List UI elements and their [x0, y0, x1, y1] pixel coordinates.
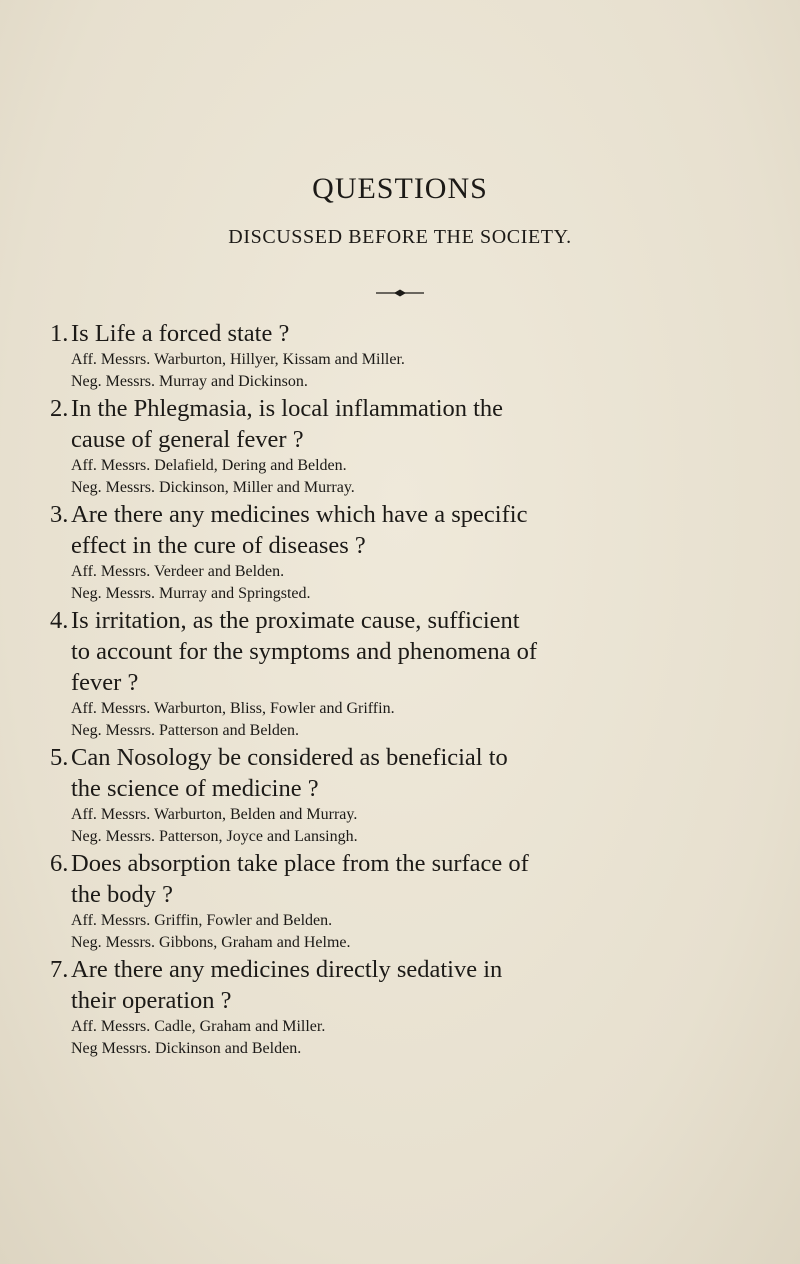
question-number: 4.	[50, 607, 69, 634]
question-number: 5.	[50, 744, 69, 771]
page-subtitle: DISCUSSED BEFORE THE SOCIETY.	[228, 226, 572, 248]
question-number: 1.	[50, 320, 69, 347]
question-line: Does absorption take place from the surface of	[71, 850, 529, 877]
question-text-continued	[0, 530, 800, 561]
question-line: fever ?	[71, 669, 139, 696]
question-text-continued	[0, 667, 800, 698]
question-item	[0, 954, 800, 1060]
question-text	[0, 605, 800, 636]
question-text-continued	[0, 636, 800, 667]
question-line: Are there any medicines directly sedative in	[71, 956, 503, 983]
affirmative-speakers: Aff. Messrs. Delafield, Dering and Belden.	[71, 457, 347, 474]
question-text	[0, 848, 800, 879]
question-item	[0, 499, 800, 605]
negative-speakers: Neg. Messrs. Murray and Dickinson.	[71, 373, 308, 390]
question-line: Are there any medicines which have a specific	[71, 501, 528, 528]
question-text-continued	[0, 773, 800, 804]
negative-speakers: Neg. Messrs. Patterson and Belden.	[71, 722, 299, 739]
question-item	[0, 393, 800, 499]
question-number: 6.	[50, 850, 69, 877]
question-number: 7.	[50, 956, 69, 983]
affirmative-speakers: Aff. Messrs. Verdeer and Belden.	[71, 563, 285, 580]
affirmative-speakers: Aff. Messrs. Warburton, Belden and Murray.	[71, 806, 358, 823]
question-line: their operation ?	[71, 987, 232, 1014]
negative-speakers: Neg. Messrs. Gibbons, Graham and Helme.	[71, 934, 351, 951]
question-line: the science of medicine ?	[71, 775, 319, 802]
question-item	[0, 318, 800, 393]
negative-speakers: Neg Messrs. Dickinson and Belden.	[71, 1040, 302, 1057]
page-title: QUESTIONS	[312, 172, 488, 205]
ornament-divider-icon	[370, 288, 430, 298]
question-line: Is Life a forced state ?	[71, 320, 290, 347]
question-text	[0, 499, 800, 530]
question-number: 3.	[50, 501, 69, 528]
question-item	[0, 742, 800, 848]
question-line: the body ?	[71, 881, 174, 908]
affirmative-speakers: Aff. Messrs. Griffin, Fowler and Belden.	[71, 912, 333, 929]
affirmative-speakers: Aff. Messrs. Warburton, Bliss, Fowler and Griffin.	[71, 700, 395, 717]
affirmative-speakers: Aff. Messrs. Cadle, Graham and Miller.	[71, 1018, 326, 1035]
negative-speakers: Neg. Messrs. Dickinson, Miller and Murray.	[71, 479, 355, 496]
negative-speakers: Neg. Messrs. Patterson, Joyce and Lansingh.	[71, 828, 358, 845]
question-text	[0, 954, 800, 985]
question-line: to account for the symptoms and phenomena of	[71, 638, 538, 665]
question-text-continued	[0, 424, 800, 455]
question-line: cause of general fever ?	[71, 426, 304, 453]
question-text	[0, 742, 800, 773]
question-text-continued	[0, 985, 800, 1016]
question-line: Is irritation, as the proximate cause, sufficient	[71, 607, 520, 634]
questions-list	[0, 318, 800, 1060]
question-line: effect in the cure of diseases ?	[71, 532, 366, 559]
question-number: 2.	[50, 395, 69, 422]
question-line: In the Phlegmasia, is local inflammation the	[71, 395, 504, 422]
question-text	[0, 318, 800, 349]
question-item	[0, 605, 800, 742]
question-item	[0, 848, 800, 954]
question-text	[0, 393, 800, 424]
question-text-continued	[0, 879, 800, 910]
affirmative-speakers: Aff. Messrs. Warburton, Hillyer, Kissam and Miller.	[71, 351, 405, 368]
negative-speakers: Neg. Messrs. Murray and Springsted.	[71, 585, 311, 602]
question-line: Can Nosology be considered as beneficial to	[71, 744, 508, 771]
